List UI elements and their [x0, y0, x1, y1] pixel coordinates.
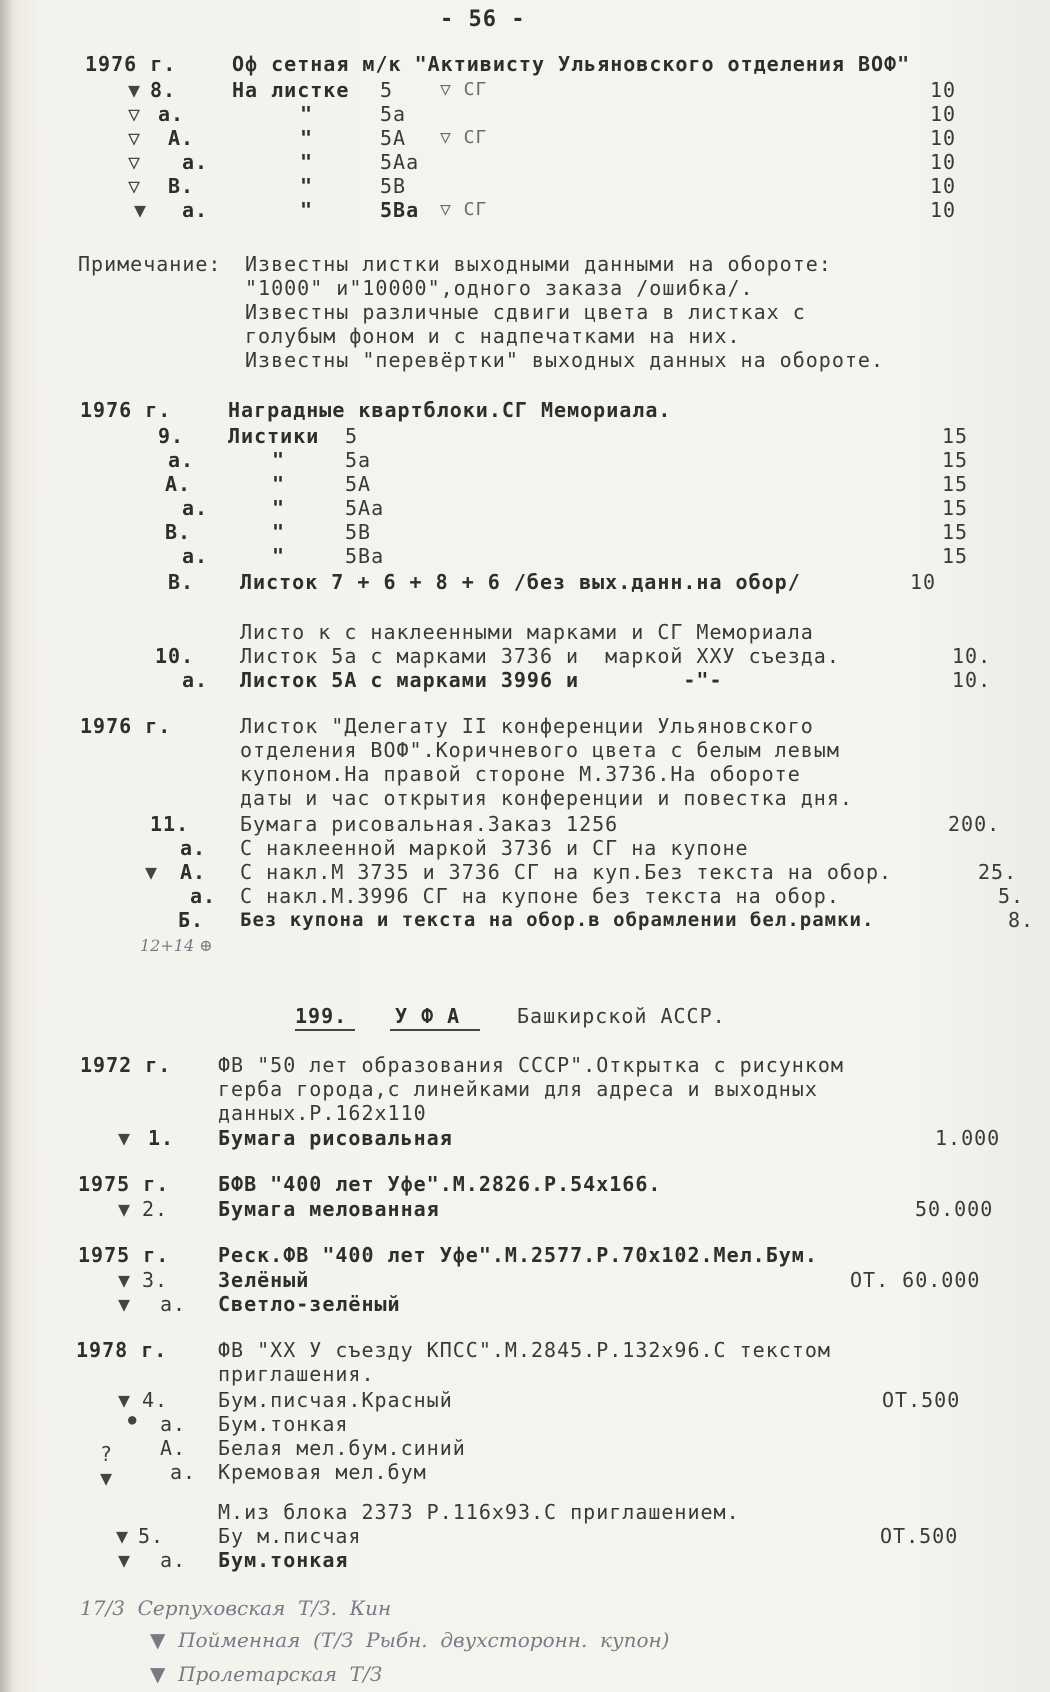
item-code: 5Ва — [380, 198, 420, 222]
item-text: Кремовая мел.бум — [218, 1460, 427, 1484]
item-text: Зелёный — [218, 1268, 310, 1292]
item-text: Бум.писчая.Красный — [218, 1388, 453, 1412]
item-number: а. — [170, 1460, 197, 1484]
item-number: а. — [190, 884, 217, 908]
s1-title: Оф сетная м/к "Активисту Ульяновского отделения ВОФ" — [232, 52, 911, 76]
entry-desc-line: герба города,с линейками для адреса и выходных — [218, 1077, 818, 1101]
item-code: 5А — [345, 472, 372, 496]
ditto-mark: " — [272, 472, 286, 496]
entry-desc-line: М.из блока 2373 Р.116х93.С приглашением. — [218, 1500, 740, 1524]
item-number: В. — [168, 174, 195, 198]
heading-underline — [295, 1029, 355, 1031]
item-text: Бумага мелованная — [218, 1197, 440, 1221]
s3-desc-line: купоном.На правой стороне М.3736.На обороте — [240, 762, 801, 786]
item-text: Листок 7 + 6 + 8 + 6 /без вых.данн.на обор/ — [240, 570, 801, 594]
pencil-line: 17/3 Серпуховская Т/З. Кин — [80, 1596, 392, 1620]
item-value: 15 — [942, 448, 969, 472]
item-text: С наклеенной маркой 3736 и СГ на купоне — [240, 836, 749, 860]
item-value: 10 — [930, 198, 957, 222]
item-number: а. — [182, 544, 209, 568]
item-text: Белая мел.бум.синий — [218, 1436, 466, 1460]
note-line: Известны различные сдвиги цвета в листках с — [245, 300, 806, 324]
item-value: 15 — [942, 520, 969, 544]
item-value: 50.000 — [915, 1197, 994, 1221]
item-label: Листики — [228, 424, 320, 448]
ditto-mark: " — [300, 102, 314, 126]
item-number: а. — [180, 836, 207, 860]
item-number: 11. — [150, 812, 190, 836]
item-number: а. — [158, 102, 185, 126]
question-triangle-mark-icon: ? ▼ — [100, 1442, 113, 1490]
item-code: 5Аа — [345, 496, 385, 520]
pencil-note: ▽ СГ — [440, 199, 488, 220]
pencil-note: ▽ СГ — [440, 79, 488, 100]
s3-desc-line: Листок "Делегату II конференции Ульяновского — [240, 714, 814, 738]
item-code: 5В — [380, 174, 407, 198]
note-line: голубым фоном и с надпечатками на них. — [245, 324, 741, 348]
item-code: 5В — [345, 520, 372, 544]
ditto-mark: " — [272, 544, 286, 568]
item-number: а. — [182, 668, 209, 692]
item-text: С накл.М.3996 СГ на купоне без текста на обор. — [240, 884, 840, 908]
item-number: В. — [168, 570, 195, 594]
ditto-mark: " — [300, 150, 314, 174]
entry-desc-line: ФВ "50 лет образования СССР".Открытка с рисунком — [218, 1053, 844, 1077]
item-value: 5. — [998, 884, 1025, 908]
item-number: 9. — [158, 424, 185, 448]
item-text: Бумага рисовальная.Заказ 1256 — [240, 812, 619, 836]
item-number: А. — [168, 126, 195, 150]
triangle-mark-icon: ▼ — [134, 198, 147, 222]
item-number: а. — [182, 198, 209, 222]
triangle-mark-icon: ▼ — [118, 1548, 131, 1572]
entry-desc-line: данных.Р.162х110 — [218, 1101, 427, 1125]
heading-number: 199. — [295, 1004, 348, 1028]
item-value: 10 — [930, 174, 957, 198]
pencil-line: ▼ Пойменная (Т/З Рыбн. двухсторонн. купон) — [150, 1628, 670, 1652]
item-text: С накл.М 3735 и 3736 СГ на куп.Без текста на обор. — [240, 860, 893, 884]
item-number: 2. — [142, 1197, 169, 1221]
item-value: 15 — [942, 424, 969, 448]
triangle-mark-icon: ▼ — [145, 860, 158, 884]
s3-desc-line: даты и час открытия конференции и повестка дня. — [240, 786, 853, 810]
note-line: Известны "перевёртки" выходных данных на обороте. — [245, 348, 885, 372]
item-number: 3. — [142, 1268, 169, 1292]
item-number: а. — [160, 1292, 187, 1316]
item-value: ОТ.500 — [882, 1388, 961, 1412]
triangle-mark-icon: ▽ — [128, 102, 141, 126]
entry-desc-line: БФВ "400 лет Уфе".М.2826.Р.54х166. — [218, 1172, 662, 1196]
item-code: 5 — [345, 424, 359, 448]
entry-year: 1972 г. — [80, 1053, 172, 1077]
item-number: а. — [160, 1412, 187, 1436]
item-number: 10. — [155, 644, 195, 668]
scan-shadow — [0, 0, 14, 1692]
ditto-mark: " — [272, 448, 286, 472]
item-value: 25. — [978, 860, 1018, 884]
entry-desc-line: Реск.ФВ "400 лет Уфе".М.2577.Р.70х102.Мел.Бум. — [218, 1243, 818, 1267]
item-value: 15 — [942, 544, 969, 568]
item-value: 10 — [930, 150, 957, 174]
triangle-mark-icon: ▽ — [128, 126, 141, 150]
handwritten-note: 12+14 ⊕ — [140, 936, 213, 955]
s2-year: 1976 г. — [80, 398, 172, 422]
triangle-mark-icon: ▼ — [118, 1126, 131, 1150]
item-code: 5Аа — [380, 150, 420, 174]
item-text: Бум.тонкая — [218, 1412, 349, 1436]
item-text: Листок 5А с марками 3996 и -"- — [240, 668, 723, 692]
heading-city: У Ф А — [395, 1004, 461, 1028]
item-number: 8. — [150, 78, 177, 102]
entry-desc-line: ФВ "XX У съезду КПСС".М.2845.Р.132х96.С текстом — [218, 1338, 831, 1362]
heading-underline — [390, 1029, 480, 1031]
triangle-mark-icon: ▽ — [128, 150, 141, 174]
item-text: Бум.тонкая — [218, 1548, 349, 1572]
item-value: 15 — [942, 472, 969, 496]
triangle-mark-icon: ▼ — [118, 1268, 131, 1292]
item-value: 8. — [1008, 908, 1035, 932]
item-number: а. — [182, 496, 209, 520]
ditto-mark: " — [300, 126, 314, 150]
item-number: а. — [160, 1548, 187, 1572]
item-text: Светло-зелёный — [218, 1292, 401, 1316]
entry-year: 1978 г. — [76, 1338, 168, 1362]
item-number: А. — [165, 472, 192, 496]
triangle-mark-icon: ▼ — [118, 1197, 131, 1221]
note-line: "1000" и"10000",одного заказа /ошибка/. — [245, 276, 754, 300]
item-value: 1.000 — [935, 1126, 1001, 1150]
item-code: 5 — [380, 78, 394, 102]
item-number: 1. — [148, 1126, 175, 1150]
ditto-mark: " — [300, 198, 314, 222]
item-number: Б. — [178, 908, 205, 932]
triangle-mark-icon: ▼ — [118, 1388, 131, 1412]
s2-subtitle: Листо к с наклеенными марками и СГ Мемориала — [240, 620, 814, 644]
s3-desc-line: отделения ВОФ".Коричневого цвета с белым левым — [240, 738, 840, 762]
s2-title: Наградные квартблоки.СГ Мемориала. — [228, 398, 672, 422]
item-number: В. — [165, 520, 192, 544]
item-text: Без купона и текста на обор.в обрамлении бел.рамки. — [240, 909, 875, 931]
note-line: Известны листки выходными данными на обороте: — [245, 252, 832, 276]
item-value: ОТ.500 — [880, 1524, 959, 1548]
item-value: 10 — [910, 570, 937, 594]
item-value: 10 — [930, 102, 957, 126]
triangle-mark-icon: ▼ — [116, 1524, 129, 1548]
item-text: Листок 5а с марками 3736 и маркой XXУ съезда. — [240, 644, 840, 668]
s3-year: 1976 г. — [80, 714, 172, 738]
item-value: 10 — [930, 126, 957, 150]
item-number: А. — [160, 1436, 187, 1460]
heading-region: Башкирской АССР. — [517, 1004, 726, 1028]
entry-desc-line: приглашения. — [218, 1362, 375, 1386]
item-value: 10. — [952, 644, 992, 668]
triangle-mark-icon: ▼ — [128, 78, 141, 102]
pencil-note: ▽ СГ — [440, 127, 488, 148]
item-number: А. — [180, 860, 207, 884]
dot-mark-icon: ● — [128, 1412, 137, 1428]
s1-year: 1976 г. — [85, 52, 177, 76]
pencil-line: ▼ Пролетарская Т/З — [150, 1662, 383, 1686]
item-number: а. — [182, 150, 209, 174]
item-value: ОТ. 60.000 — [850, 1268, 981, 1292]
item-text: Бу м.писчая — [218, 1524, 362, 1548]
item-number: а. — [168, 448, 195, 472]
item-value: 15 — [942, 496, 969, 520]
ditto-mark: " — [272, 496, 286, 520]
ditto-mark: " — [272, 520, 286, 544]
triangle-mark-icon: ▼ — [118, 1292, 131, 1316]
item-code: 5а — [345, 448, 372, 472]
item-value: 10. — [952, 668, 992, 692]
item-value: 10 — [930, 78, 957, 102]
item-label: На листке — [232, 78, 350, 102]
item-code: 5а — [380, 102, 407, 126]
item-code: 5Ва — [345, 544, 385, 568]
note-label: Примечание: — [78, 252, 222, 276]
triangle-mark-icon: ▽ — [128, 174, 141, 198]
item-code: 5А — [380, 126, 407, 150]
ditto-mark: " — [300, 174, 314, 198]
item-text: Бумага рисовальная — [218, 1126, 453, 1150]
item-number: 5. — [138, 1524, 165, 1548]
entry-year: 1975 г. — [78, 1172, 170, 1196]
page-number: - 56 - — [440, 7, 526, 32]
entry-year: 1975 г. — [78, 1243, 170, 1267]
item-value: 200. — [948, 812, 1001, 836]
item-number: 4. — [142, 1388, 169, 1412]
